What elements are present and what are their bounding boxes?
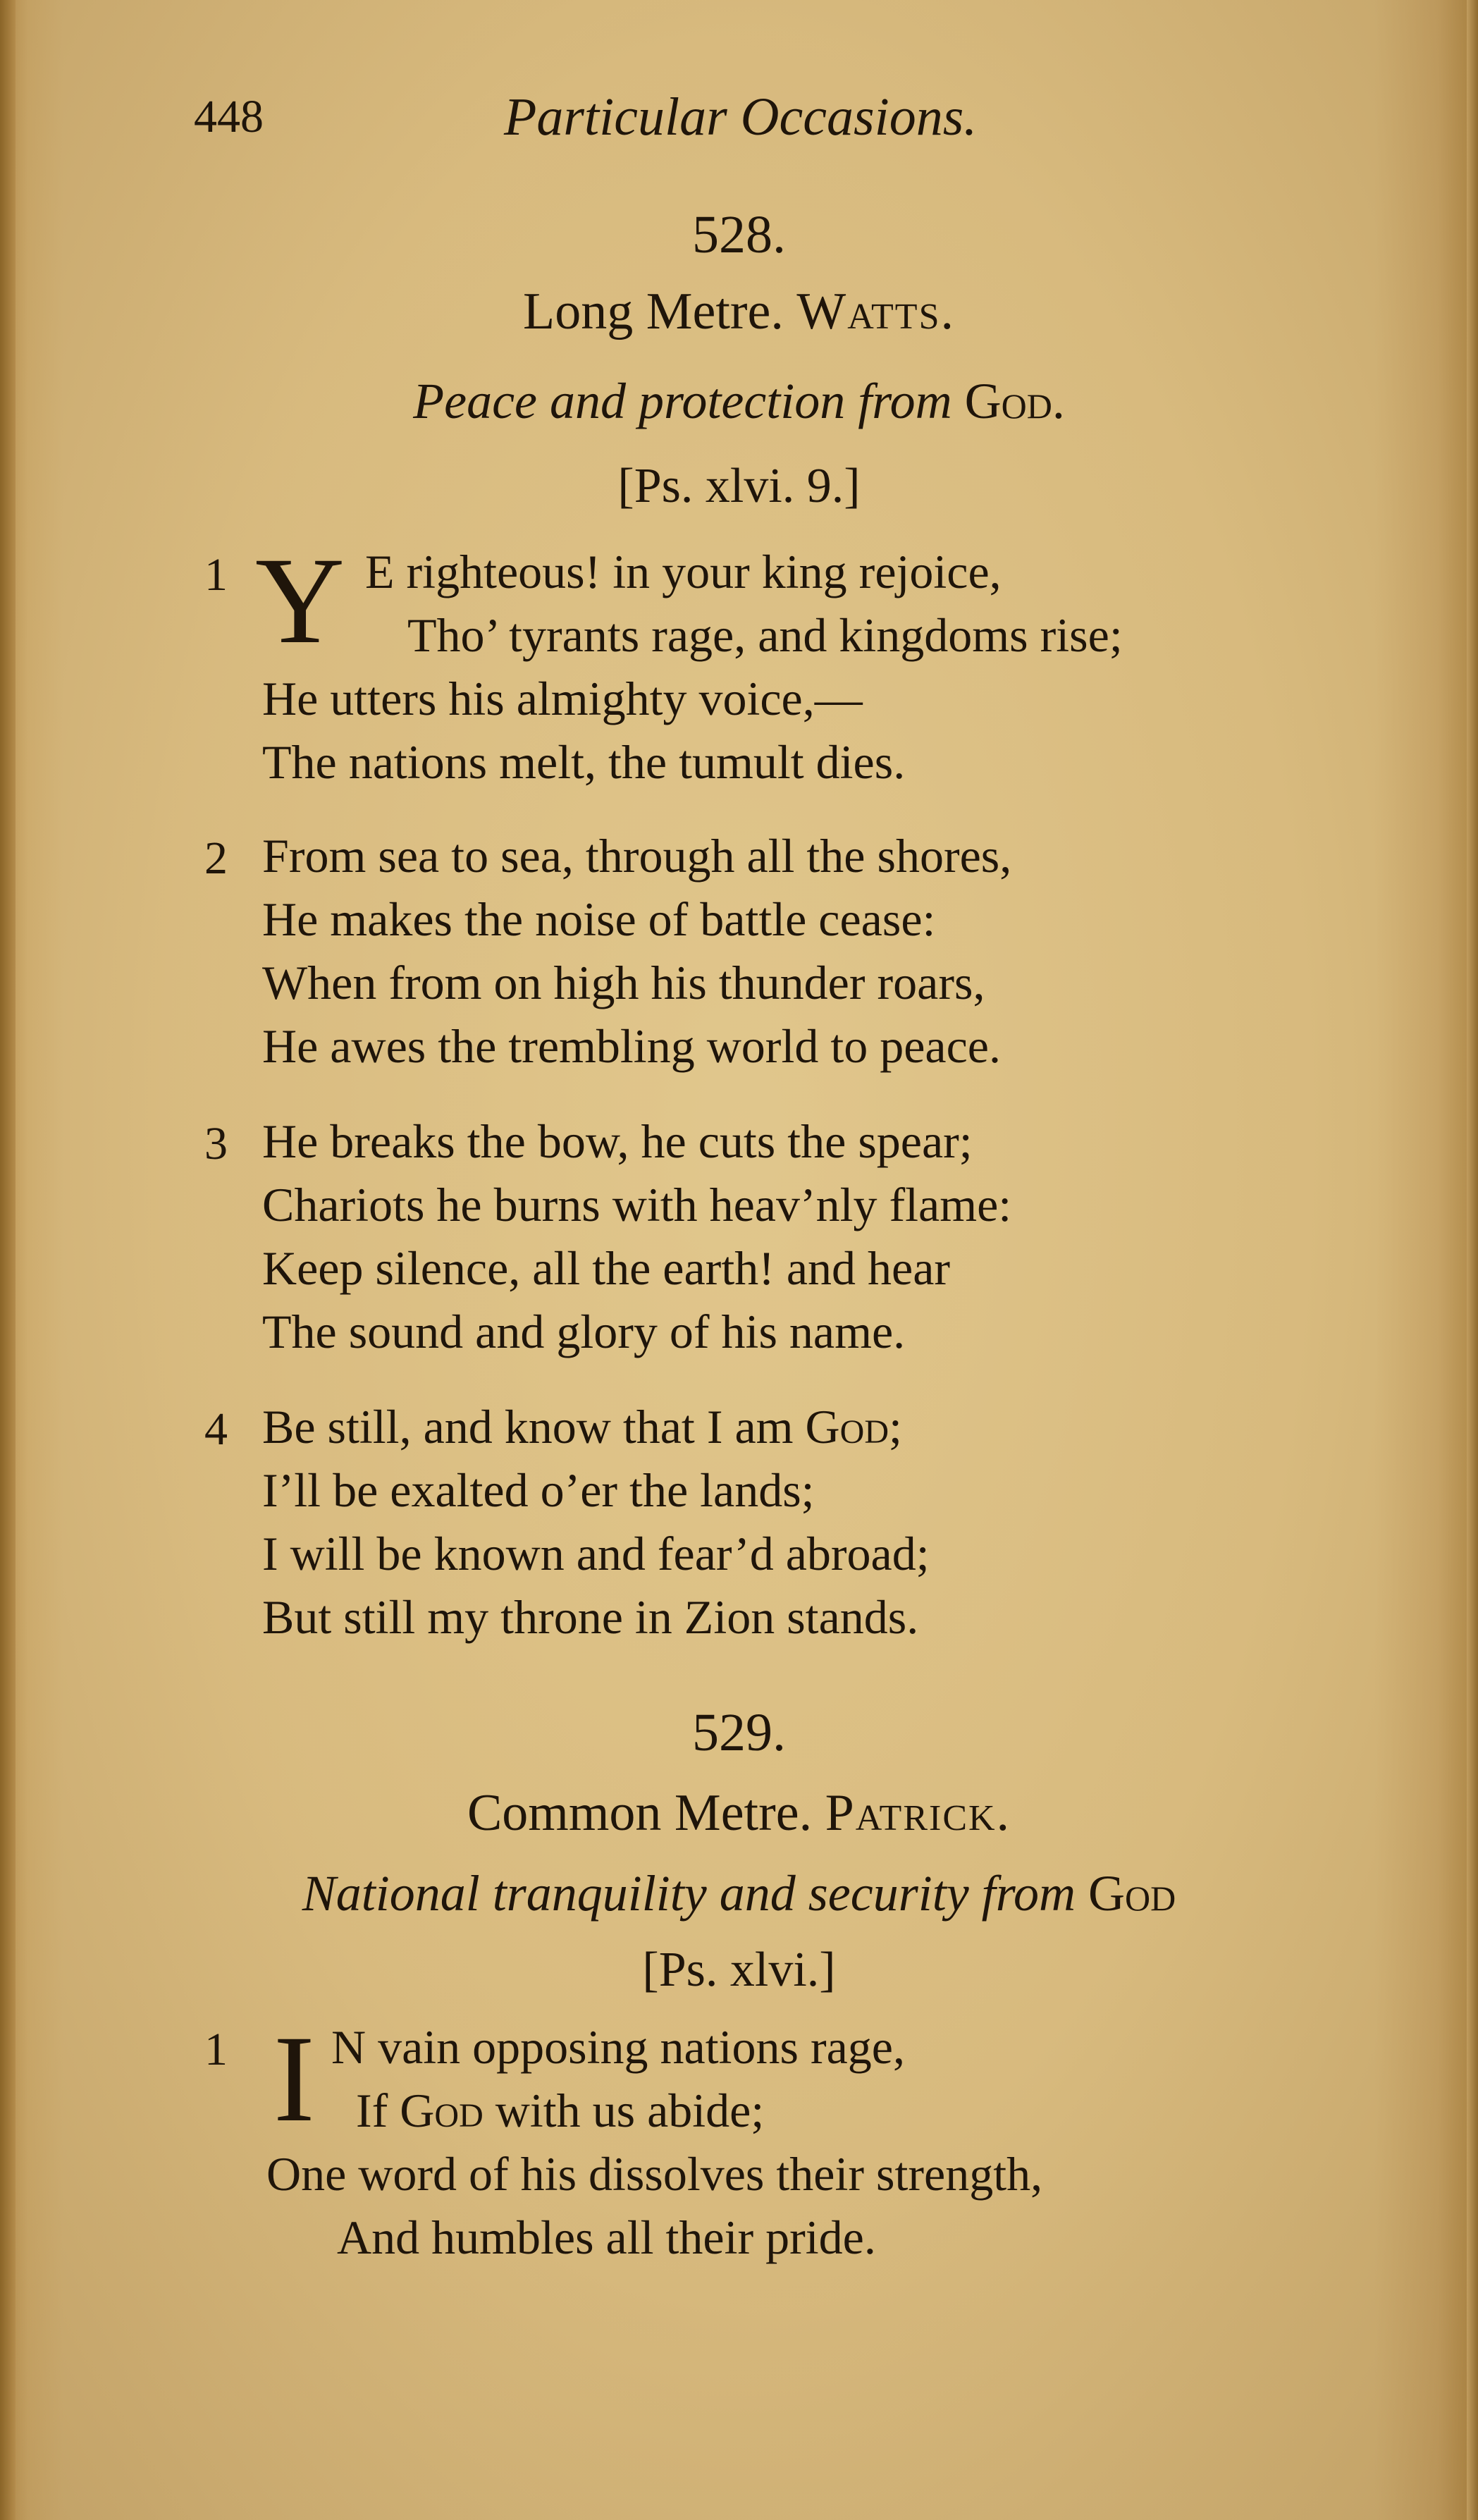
verse-number: 1 [204, 549, 228, 601]
verse-number: 4 [204, 1403, 228, 1455]
verse-line: Keep silence, all the earth! and hear [262, 1241, 951, 1295]
scripture-reference: [Ps. xlvi. 9.] [617, 459, 861, 513]
verse-line: I’ll be exalted o’er the lands; [262, 1463, 815, 1517]
verse-line: From sea to sea, through all the shores, [262, 829, 1012, 883]
verse-number: 3 [204, 1118, 228, 1169]
hymn-author: Watts. [796, 283, 955, 340]
verse-text: If [356, 2084, 400, 2137]
verse-text: Be still, and know that I am [262, 1400, 806, 1453]
running-head: Particular Occasions. [504, 87, 978, 147]
verse-line: N vain opposing nations rage, [331, 2020, 905, 2074]
verse-line: When from on high his thunder roars, [262, 956, 985, 1009]
verse-line: One word of his dissolves their strength, [266, 2147, 1043, 2201]
drop-cap: I [273, 2010, 315, 2148]
verse-number: 2 [204, 832, 228, 884]
verse-line: The sound and glory of his name. [262, 1305, 906, 1358]
subject-text: Peace and protection from [413, 373, 965, 429]
verse-god: God [805, 1400, 889, 1453]
subject-god: God. [964, 373, 1065, 429]
verse-line: Tho’ tyrants rage, and kingdoms rise; [407, 608, 1123, 662]
verse-text: with us abide; [483, 2084, 765, 2137]
hymn-number: 529. [692, 1703, 786, 1762]
subject-god: God [1088, 1865, 1176, 1922]
verse-line: And humbles all their pride. [337, 2211, 876, 2264]
verse-line: He makes the noise of battle cease: [262, 892, 936, 946]
verse-line [356, 2083, 764, 2139]
hymn-number: 528. [692, 205, 786, 264]
verse-line [262, 1399, 902, 1455]
verse-line: The nations melt, the tumult dies. [262, 735, 906, 789]
subject-text: National tranquility and security from [302, 1865, 1089, 1922]
verse-line: He breaks the bow, he cuts the spear; [262, 1114, 973, 1168]
verse-god: God [400, 2084, 484, 2137]
verse-number: 1 [204, 2024, 228, 2075]
hymn-metre-line [0, 1783, 1478, 1843]
page-header [194, 83, 1434, 161]
drop-cap: Y [255, 532, 345, 670]
verse-text: ; [888, 1400, 902, 1453]
hymn-subject [0, 372, 1478, 431]
verse-line: E righteous! in your king rejoice, [365, 545, 1002, 598]
verse-line: I will be known and fear’d abroad; [262, 1527, 930, 1580]
hymn-subject [0, 1864, 1478, 1923]
hymn-author: Patrick. [825, 1784, 1011, 1842]
verse-line: Chariots he burns with heav’nly flame: [262, 1178, 1012, 1231]
verse-line: He utters his almighty voice,— [262, 672, 863, 725]
verse-line: But still my throne in Zion stands. [262, 1590, 919, 1644]
metre-label: Long Metre. [523, 283, 797, 340]
verse-line: He awes the trembling world to peace. [262, 1019, 1001, 1073]
scripture-reference: [Ps. xlvi.] [642, 1943, 836, 1997]
metre-label: Common Metre. [467, 1784, 825, 1842]
hymn-metre-line [0, 282, 1478, 342]
page-number: 448 [194, 91, 264, 142]
